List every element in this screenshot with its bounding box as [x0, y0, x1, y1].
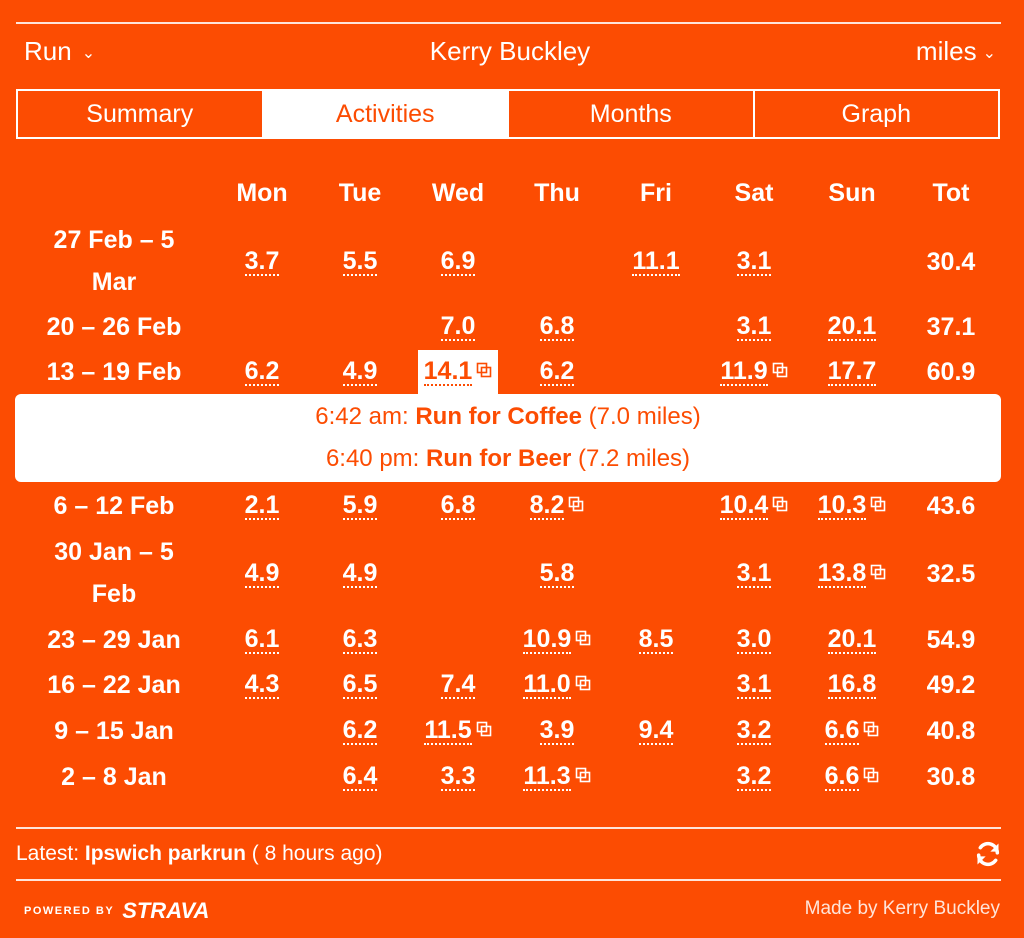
- day-cell: [311, 551, 409, 597]
- multiple-activities-icon: [575, 767, 591, 788]
- distance-value: 6.3: [342, 625, 378, 653]
- distance-value: 6.1: [244, 625, 280, 653]
- distance-value: 5.5: [342, 247, 378, 275]
- latest-label: Latest:: [16, 842, 80, 865]
- day-distance-link[interactable]: [343, 763, 378, 791]
- day-distance-link[interactable]: [632, 248, 679, 276]
- day-cell: [705, 483, 803, 529]
- activity-type-label: Run: [24, 36, 72, 66]
- distance-value: 6.8: [539, 312, 575, 340]
- day-distance-link[interactable]: [720, 358, 787, 386]
- day-cell: [409, 349, 507, 395]
- day-distance-link[interactable]: [639, 626, 674, 654]
- day-distance-link[interactable]: [245, 560, 280, 588]
- day-cell: [311, 617, 409, 663]
- week-label: [14, 756, 214, 798]
- distance-value: 3.0: [736, 625, 772, 653]
- day-distance-link[interactable]: [737, 717, 772, 745]
- week-label: [14, 664, 214, 706]
- activity-distance: (7.2 miles): [578, 445, 691, 472]
- day-cell: [311, 349, 409, 395]
- day-distance-link[interactable]: [523, 671, 590, 699]
- day-distance-link[interactable]: [343, 248, 378, 276]
- day-distance-link[interactable]: [737, 763, 772, 791]
- footer-divider: [16, 827, 1001, 829]
- distance-value: 3.9: [539, 716, 575, 744]
- activity-popup: [15, 394, 1001, 482]
- week-label-line: 20 – 26 Feb: [46, 313, 182, 341]
- day-cell: [803, 551, 901, 597]
- day-distance-link[interactable]: [825, 717, 880, 745]
- week-label-line: 23 – 29 Jan: [47, 626, 181, 654]
- day-cell: [311, 239, 409, 285]
- week-total: 37.1: [926, 312, 976, 341]
- column-header-tot: Tot: [932, 178, 970, 207]
- chevron-down-icon: ⌄: [81, 45, 96, 63]
- day-cell: [705, 708, 803, 754]
- distance-value: 10.4: [719, 491, 769, 519]
- distance-value: 3.1: [736, 559, 772, 587]
- day-distance-link[interactable]: [828, 358, 877, 386]
- week-label: [14, 351, 214, 393]
- day-distance-link[interactable]: [737, 313, 772, 341]
- week-label-line: 30 Jan – 5: [54, 538, 174, 566]
- week-label-line: 2 – 8 Jan: [61, 763, 167, 791]
- day-distance-link[interactable]: [818, 560, 887, 588]
- day-cell: [705, 551, 803, 597]
- week-label-line: 13 – 19 Feb: [46, 358, 182, 386]
- distance-value: 7.0: [440, 312, 476, 340]
- top-bar: [24, 36, 996, 76]
- day-distance-link[interactable]: [343, 671, 378, 699]
- week-label-line: 27 Feb – 5: [53, 226, 175, 254]
- refresh-icon[interactable]: [974, 840, 1002, 868]
- week-label-line: 6 – 12 Feb: [53, 492, 175, 520]
- day-cell: [409, 483, 507, 529]
- day-cell: [803, 754, 901, 800]
- day-distance-link[interactable]: [828, 313, 877, 341]
- top-divider: [16, 22, 1001, 24]
- distance-value: 14.1: [423, 357, 473, 385]
- week-label-line: 9 – 15 Jan: [54, 717, 174, 745]
- day-cell: [409, 708, 507, 754]
- day-distance-link[interactable]: [343, 560, 378, 588]
- day-cell: [213, 617, 311, 663]
- multiple-activities-icon: [863, 767, 879, 788]
- week-label-line: 16 – 22 Jan: [47, 671, 181, 699]
- distance-value: 13.8: [817, 559, 867, 587]
- tab-summary[interactable]: Summary: [18, 91, 264, 137]
- distance-value: 3.2: [736, 716, 772, 744]
- day-cell: [803, 662, 901, 708]
- distance-value: 8.5: [638, 625, 674, 653]
- day-cell: [311, 708, 409, 754]
- week-total: 60.9: [926, 357, 976, 386]
- day-distance-link[interactable]: [720, 492, 789, 520]
- distance-value: 4.9: [342, 357, 378, 385]
- multiple-activities-icon: [772, 362, 788, 383]
- day-cell: [213, 662, 311, 708]
- day-distance-link[interactable]: [441, 313, 476, 341]
- distance-value: 6.8: [440, 491, 476, 519]
- distance-value: 6.2: [342, 716, 378, 744]
- day-distance-link[interactable]: [540, 313, 575, 341]
- activity-link[interactable]: Run for Beer: [426, 445, 572, 472]
- activity-time: 6:40 pm:: [325, 445, 420, 472]
- day-distance-link[interactable]: [418, 350, 499, 394]
- day-cell: [803, 617, 901, 663]
- column-header-thu: Thu: [534, 178, 580, 207]
- tab-activities[interactable]: Activities: [264, 91, 510, 137]
- distance-value: 4.9: [244, 559, 280, 587]
- day-distance-link[interactable]: [343, 358, 378, 386]
- distance-value: 6.2: [539, 357, 575, 385]
- distance-value: 6.2: [244, 357, 280, 385]
- week-total: 49.2: [926, 670, 976, 699]
- day-cell: [508, 708, 606, 754]
- day-cell: [803, 483, 901, 529]
- popup-activity-row: [15, 394, 1001, 436]
- powered-by-strava[interactable]: [24, 898, 209, 924]
- distance-value: 3.7: [244, 247, 280, 275]
- day-distance-link[interactable]: [737, 671, 772, 699]
- day-cell: [705, 349, 803, 395]
- week-label: [14, 619, 214, 661]
- units-label: miles: [915, 36, 977, 66]
- column-header-wed: Wed: [431, 178, 485, 207]
- distance-value: 4.9: [342, 559, 378, 587]
- day-distance-link[interactable]: [441, 763, 476, 791]
- distance-value: 8.2: [529, 491, 565, 519]
- day-cell: [607, 617, 705, 663]
- powered-by-text: POWERED BY: [24, 904, 115, 917]
- distance-value: 20.1: [827, 625, 877, 653]
- day-distance-link[interactable]: [523, 626, 592, 654]
- day-distance-link[interactable]: [441, 248, 476, 276]
- latest-activity: [16, 842, 383, 866]
- day-cell: [705, 754, 803, 800]
- day-distance-link[interactable]: [540, 358, 575, 386]
- day-distance-link[interactable]: [245, 626, 280, 654]
- day-cell: [508, 617, 606, 663]
- day-cell: [803, 708, 901, 754]
- multiple-activities-icon: [870, 496, 886, 517]
- day-cell: [508, 662, 606, 708]
- athlete-name: Kerry Buckley: [429, 36, 591, 66]
- distance-value: 11.5: [424, 716, 472, 744]
- day-distance-link[interactable]: [343, 626, 378, 654]
- distance-value: 2.1: [244, 491, 280, 519]
- column-header-mon: Mon: [236, 178, 288, 207]
- day-cell: [213, 483, 311, 529]
- day-cell: [508, 551, 606, 597]
- distance-value: 11.3: [523, 762, 571, 790]
- week-label: [14, 219, 214, 303]
- day-distance-link[interactable]: [523, 763, 590, 791]
- week-label-line: Feb: [91, 580, 137, 608]
- day-cell: [311, 754, 409, 800]
- day-distance-link[interactable]: [245, 248, 280, 276]
- day-cell: [508, 754, 606, 800]
- distance-value: 6.5: [342, 670, 378, 698]
- tab-graph[interactable]: Graph: [841, 99, 911, 128]
- week-total: 43.6: [926, 491, 976, 520]
- distance-value: 6.6: [824, 716, 860, 744]
- distance-value: 4.3: [244, 670, 280, 698]
- distance-value: 6.9: [440, 247, 476, 275]
- distance-value: 11.9: [720, 357, 768, 385]
- day-distance-link[interactable]: [737, 626, 772, 654]
- day-cell: [409, 754, 507, 800]
- day-distance-link[interactable]: [424, 717, 491, 745]
- distance-value: 3.1: [736, 670, 772, 698]
- distance-value: 17.7: [827, 357, 877, 385]
- bottom-divider: [16, 879, 1001, 881]
- strava-logo: STRAVA: [122, 898, 210, 923]
- day-distance-link[interactable]: [343, 717, 378, 745]
- week-label: [14, 485, 214, 527]
- week-label: [14, 710, 214, 752]
- day-cell: [311, 662, 409, 708]
- multiple-activities-icon: [772, 496, 788, 517]
- day-distance-link[interactable]: [828, 626, 877, 654]
- day-distance-link[interactable]: [343, 492, 378, 520]
- week-total: 30.4: [926, 247, 976, 276]
- week-label-line: Mar: [91, 268, 137, 296]
- day-cell: [213, 349, 311, 395]
- multiple-activities-icon: [575, 675, 591, 696]
- distance-value: 6.6: [824, 762, 860, 790]
- day-cell: [508, 483, 606, 529]
- week-total: 32.5: [926, 559, 976, 588]
- multiple-activities-icon: [568, 496, 584, 517]
- view-tabs: [16, 89, 1000, 139]
- week-label: [14, 531, 214, 615]
- week-total: 54.9: [926, 625, 976, 654]
- made-by-link[interactable]: Made by Kerry Buckley: [804, 898, 1000, 919]
- day-cell: [311, 483, 409, 529]
- day-distance-link[interactable]: [540, 717, 575, 745]
- day-distance-link[interactable]: [540, 560, 575, 588]
- week-total: 40.8: [926, 716, 976, 745]
- tab-months[interactable]: Months: [509, 91, 755, 137]
- distance-value: 3.1: [736, 312, 772, 340]
- day-distance-link[interactable]: [245, 358, 280, 386]
- week-label: [14, 306, 214, 348]
- day-cell: [409, 662, 507, 708]
- day-distance-link[interactable]: [818, 492, 887, 520]
- day-distance-link[interactable]: [828, 671, 877, 699]
- distance-value: 3.2: [736, 762, 772, 790]
- day-cell: [409, 304, 507, 350]
- distance-value: 10.3: [817, 491, 867, 519]
- day-distance-link[interactable]: [639, 717, 674, 745]
- activity-distance: (7.0 miles): [588, 403, 701, 430]
- distance-value: 5.8: [539, 559, 575, 587]
- day-cell: [213, 239, 311, 285]
- multiple-activities-icon: [870, 564, 886, 585]
- distance-value: 11.0: [523, 670, 571, 698]
- popup-activity-row: [15, 436, 1001, 478]
- day-distance-link[interactable]: [245, 671, 280, 699]
- column-header-sun: Sun: [828, 178, 876, 207]
- distance-value: 3.3: [440, 762, 476, 790]
- column-header-sat: Sat: [734, 178, 774, 207]
- day-distance-link[interactable]: [441, 492, 476, 520]
- latest-time: ( 8 hours ago): [251, 842, 383, 865]
- chevron-down-icon: ⌄: [982, 45, 996, 63]
- distance-value: 20.1: [827, 312, 877, 340]
- day-cell: [803, 349, 901, 395]
- multiple-activities-icon: [476, 362, 492, 383]
- day-cell: [705, 239, 803, 285]
- day-distance-link[interactable]: [245, 492, 280, 520]
- day-cell: [705, 617, 803, 663]
- multiple-activities-icon: [863, 721, 879, 742]
- day-distance-link[interactable]: [441, 671, 476, 699]
- day-cell: [705, 662, 803, 708]
- day-cell: [607, 239, 705, 285]
- units-select[interactable]: [916, 36, 996, 67]
- day-cell: [409, 239, 507, 285]
- day-distance-link[interactable]: [737, 560, 772, 588]
- latest-activity-link[interactable]: Ipswich parkrun: [84, 842, 246, 865]
- distance-value: 9.4: [638, 716, 674, 744]
- distance-value: 7.4: [440, 670, 476, 698]
- column-header-tue: Tue: [338, 178, 382, 207]
- multiple-activities-icon: [575, 630, 591, 651]
- day-cell: [705, 304, 803, 350]
- distance-value: 6.4: [342, 762, 378, 790]
- distance-value: 16.8: [827, 670, 877, 698]
- day-distance-link[interactable]: [825, 763, 880, 791]
- distance-value: 11.1: [632, 247, 680, 275]
- distance-value: 5.9: [342, 491, 378, 519]
- day-distance-link[interactable]: [530, 492, 585, 520]
- day-distance-link[interactable]: [737, 248, 772, 276]
- week-total: 30.8: [926, 762, 976, 791]
- day-cell: [607, 708, 705, 754]
- day-cell: [508, 304, 606, 350]
- activity-time: 6:42 am:: [315, 403, 409, 430]
- day-cell: [213, 551, 311, 597]
- distance-value: 3.1: [736, 247, 772, 275]
- activity-link[interactable]: Run for Coffee: [415, 403, 582, 430]
- day-cell: [508, 349, 606, 395]
- column-header-fri: Fri: [640, 178, 672, 207]
- multiple-activities-icon: [476, 721, 492, 742]
- distance-value: 10.9: [522, 625, 572, 653]
- day-cell: [803, 304, 901, 350]
